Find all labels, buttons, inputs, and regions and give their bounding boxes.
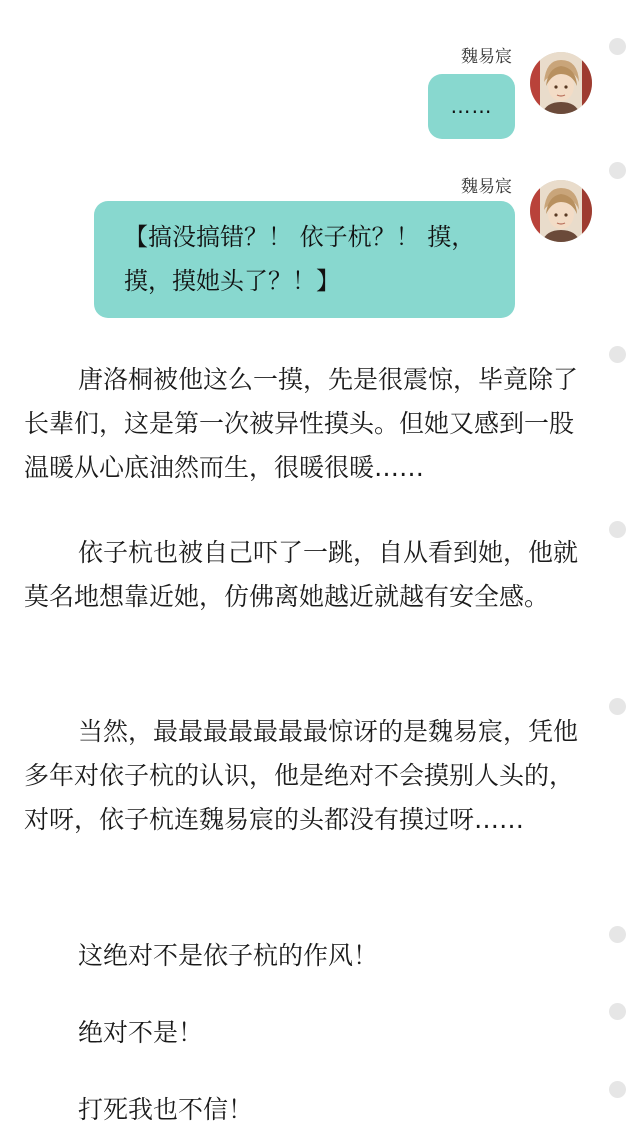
story-paragraph: 当然，最最最最最最最惊讶的是魏易宸，凭他多年对依子杭的认识，他是绝对不会摸别人头的，对呀，依子杭连魏易宸的头都没有摸过呀…… — [24, 717, 579, 834]
comment-dot[interactable] — [609, 926, 626, 943]
comment-dot[interactable] — [609, 162, 626, 179]
sender-name: 魏易宸 — [461, 47, 512, 67]
comment-dot[interactable] — [609, 698, 626, 715]
story-paragraph: 打死我也不信！ — [78, 1095, 254, 1124]
comment-dot[interactable] — [609, 1003, 626, 1020]
avatar-portrait-icon — [530, 180, 592, 242]
message-bubble: …… — [428, 74, 515, 139]
avatar-portrait-icon — [530, 52, 592, 114]
comment-dot[interactable] — [609, 346, 626, 363]
avatar[interactable] — [530, 52, 592, 114]
message-bubble: 【搞没搞错？！ 依子杭？！ 摸，摸，摸她头了？！】 — [94, 201, 515, 318]
sender-name: 魏易宸 — [461, 177, 512, 197]
story-paragraph: 这绝对不是依子杭的作风！ — [78, 941, 379, 970]
comment-dot[interactable] — [609, 1081, 626, 1098]
story-paragraph: 唐洛桐被他这么一摸，先是很震惊，毕竟除了长辈们，这是第一次被异性摸头。但她又感到一股温暖从心底油然而生，很暖很暖…… — [24, 365, 579, 482]
story-paragraph: 绝对不是！ — [78, 1018, 204, 1047]
story-paragraph: 依子杭也被自己吓了一跳，自从看到她，他就莫名地想靠近她，仿佛离她越近就越有安全感。 — [24, 538, 579, 611]
avatar[interactable] — [530, 180, 592, 242]
comment-dot[interactable] — [609, 521, 626, 538]
comment-dot[interactable] — [609, 38, 626, 55]
